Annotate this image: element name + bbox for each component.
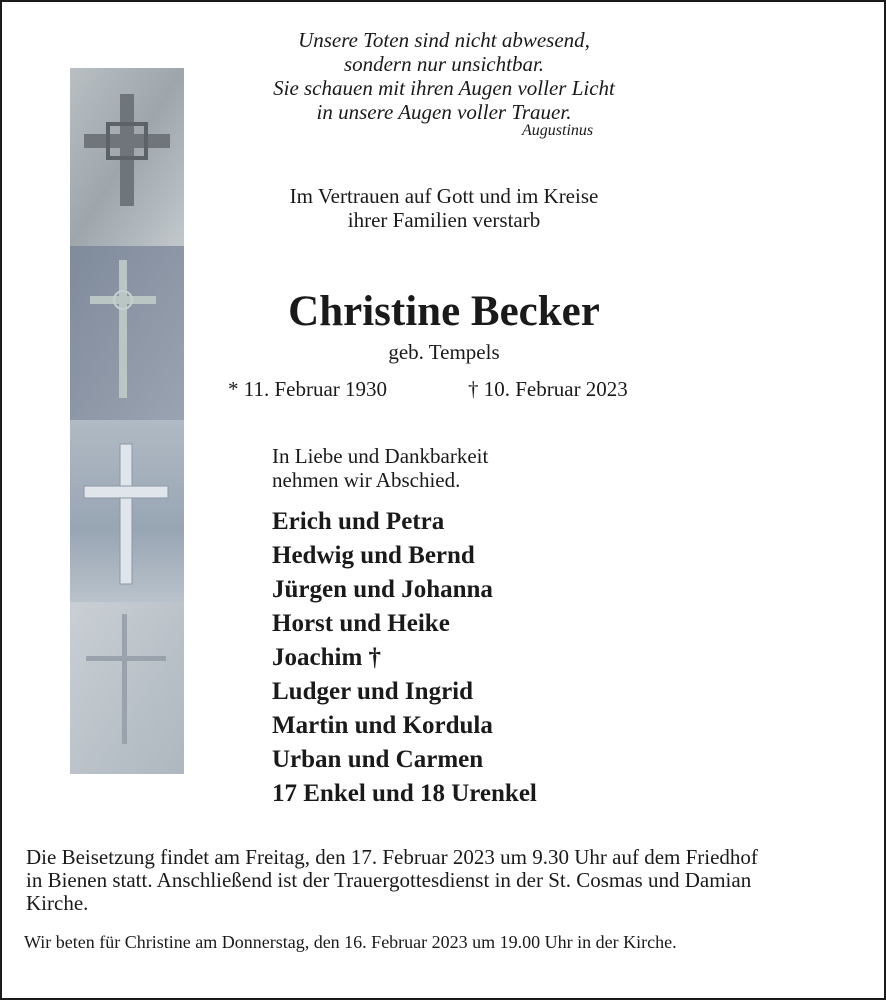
funeral-line: Kirche. bbox=[26, 891, 89, 915]
ornament-cross-vertical bbox=[119, 260, 127, 398]
maiden-name: geb. Tempels bbox=[388, 340, 500, 364]
quote-line: sondern nur unsichtbar. bbox=[343, 52, 545, 76]
intro-line: ihrer Familien verstarb bbox=[347, 208, 541, 232]
intro-text bbox=[214, 184, 674, 232]
crosses-photo bbox=[70, 68, 184, 774]
quote-author: Augustinus bbox=[522, 122, 594, 139]
mourner-name: Joachim † bbox=[272, 644, 382, 671]
mourners-list bbox=[272, 505, 537, 811]
mourner-name: Martin und Kordula bbox=[272, 712, 493, 739]
mourner-name: 17 Enkel und 18 Urenkel bbox=[272, 780, 537, 807]
quote-line: Unsere Toten sind nicht abwesend, bbox=[298, 28, 590, 52]
crosses-image bbox=[70, 68, 184, 774]
quote-line: Sie schauen mit ihren Augen voller Licht bbox=[273, 76, 615, 100]
farewell-line: nehmen wir Abschied. bbox=[272, 468, 461, 492]
funeral-info bbox=[26, 846, 866, 915]
death-date: † 10. Februar 2023 bbox=[468, 377, 628, 401]
funeral-line: Die Beisetzung findet am Freitag, den 17. Februar 2023 um 9.30 Uhr auf dem Friedhof bbox=[26, 845, 758, 869]
mourner-name: Erich und Petra bbox=[272, 508, 445, 535]
farewell-line: In Liebe und Dankbarkeit bbox=[272, 444, 489, 468]
engraved-cross-horizontal bbox=[86, 656, 166, 661]
mourner-name: Ludger und Ingrid bbox=[272, 678, 474, 705]
stone-cross-horizontal bbox=[84, 486, 168, 498]
quote-block bbox=[214, 28, 674, 124]
funeral-line: in Bienen statt. Anschließend ist der Trauergottesdienst in der St. Cosmas und Damian bbox=[26, 868, 752, 892]
iron-cross-vertical bbox=[120, 94, 134, 206]
deceased-name: Christine Becker bbox=[288, 288, 600, 335]
mourner-name: Urban und Carmen bbox=[272, 746, 484, 773]
engraved-cross-vertical bbox=[122, 614, 127, 744]
prayer-info: Wir beten für Christine am Donnerstag, den 16. Februar 2023 um 19.00 Uhr in der Kirche. bbox=[24, 932, 677, 952]
quote-line: in unsere Augen voller Trauer. bbox=[316, 100, 572, 124]
iron-cross-horizontal bbox=[84, 134, 170, 148]
intro-line: Im Vertrauen auf Gott und im Kreise bbox=[289, 184, 599, 208]
mourner-name: Jürgen und Johanna bbox=[272, 576, 493, 603]
birth-date: * 11. Februar 1930 bbox=[228, 377, 388, 401]
ornament-cross-horizontal bbox=[90, 296, 156, 304]
mourner-name: Hedwig und Bernd bbox=[272, 542, 475, 569]
stone-cross-vertical bbox=[120, 444, 132, 584]
mourner-name: Horst und Heike bbox=[272, 610, 450, 637]
farewell-text bbox=[272, 444, 488, 492]
